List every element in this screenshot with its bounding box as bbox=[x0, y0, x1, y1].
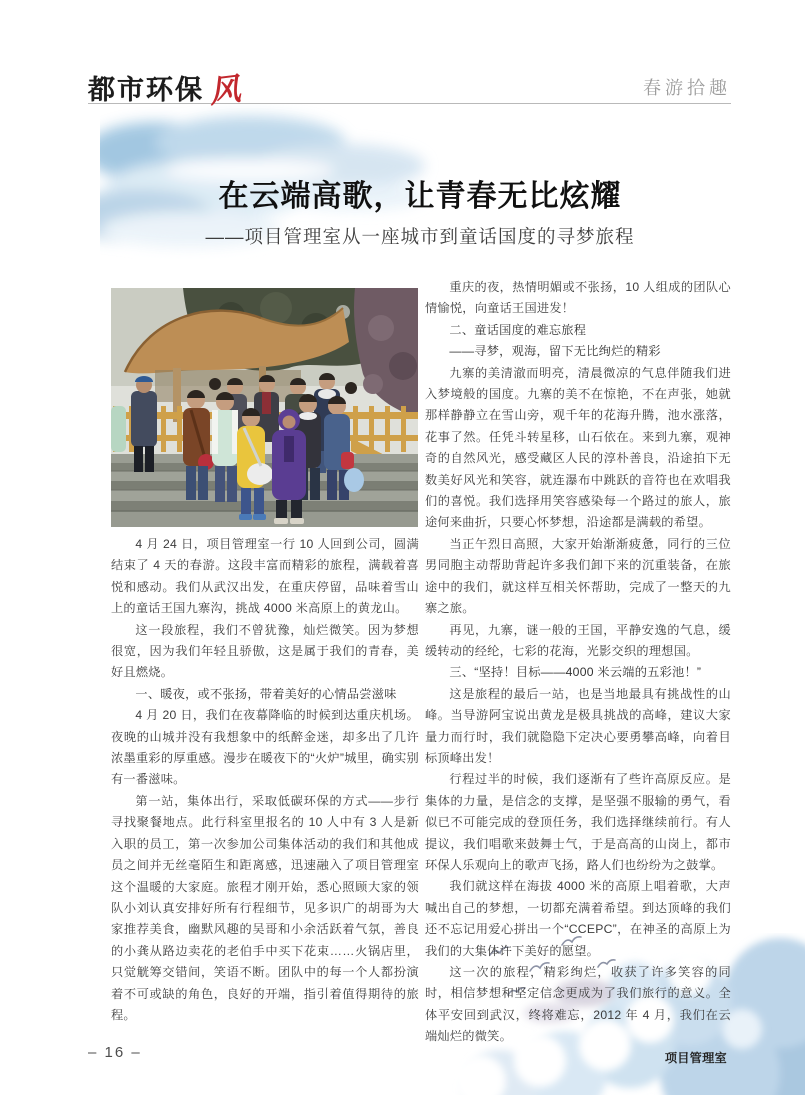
paragraph: 4 月 20 日，我们在夜幕降临的时候到达重庆机场。夜晚的山城并没有我想象中的纸醉金迷，却多出了几许浓墨重彩的厚重感。漫步在暖夜下的“火炉”城里，确实别有一番滋味。 bbox=[111, 708, 419, 787]
section-heading-3: 三、“坚持！目标——4000 米云端的五彩池！” bbox=[449, 665, 702, 680]
title-block bbox=[100, 178, 740, 249]
author-signature: 项目管理室 bbox=[664, 1050, 727, 1065]
section-label: 春游拾趣 bbox=[643, 78, 731, 98]
paragraph: 九寨的美清澈而明亮，清晨微凉的气息伴随我们进入梦境般的国度。九寨的美不在惊艳，不在声张，她就那样静静立在雪山旁，观千年的花海升腾，池水涨落，花事了然。任凭斗转星移，山石依在。来到九寨，观神奇的自然风光，感受藏区人民的淳朴善良，沿途拍下无数美好风光和笑容，就连瀑布中跳跃的音符也在欢唱我们的喜悦。我们选择用笑容感染每一个路过的旅人，旅途何来曲折，只要心怀梦想，沿途都是满载的希望。 bbox=[425, 365, 731, 530]
paragraph: 重庆的夜，热情明媚或不张扬，10 人组成的团队心情愉悦，向童话王国进发！ bbox=[425, 280, 731, 316]
paragraph: 这是旅程的最后一站，也是当地最具有挑战性的山峰。当导游阿宝说出黄龙是极具挑战的高峰，建议大家量力而行时，我们就隐隐下定决心要勇攀高峰，向着目标顶峰出发！ bbox=[425, 686, 731, 765]
section-heading-1: 一、暖夜，或不张扬，带着美好的心情品尝滋味 bbox=[135, 686, 397, 701]
paragraph: 再见，九寨，谜一般的王国，平静安逸的气息，缓缓转动的经纶，七彩的花海，光影交织的理想国。 bbox=[425, 622, 731, 658]
masthead-logo bbox=[88, 62, 243, 110]
page-number: – 16 – bbox=[88, 1044, 142, 1061]
section-heading-2-sub: ——寻梦，观海，留下无比绚烂的精彩 bbox=[449, 344, 661, 359]
photo-illustration bbox=[111, 288, 418, 527]
article-column-right bbox=[425, 277, 731, 1069]
group-photo bbox=[111, 288, 418, 527]
article-column-left bbox=[111, 534, 419, 1026]
section-heading-2: 二、童话国度的难忘旅程 bbox=[449, 322, 587, 337]
paragraph: 行程过半的时候，我们逐渐有了些许高原反应。是集体的力量，是信念的支撑，是坚强不服输的勇气，看似已不可能完成的登顶任务，我们选择继续前行。有人提议，我们唱歌来鼓舞士气，于是高高的山岗上，都市环保人乐观向上的歌声飞扬，路人们也纷纷为之鼓掌。 bbox=[425, 772, 731, 872]
paragraph: 我们就这样在海拔 4000 米的高原上唱着歌，大声喊出自己的梦想，一切都充满着希望。到达顶峰的我们还不忘记用爱心拼出一个“CCEPC”，在神圣的高原上为我们的大集体许下美好的愿望。 bbox=[425, 879, 731, 958]
article-title: 在云端高歌，让青春无比炫耀 bbox=[218, 180, 622, 213]
paragraph: 这一段旅程，我们不曾犹豫，灿烂微笑。因为梦想很宽，因为我们年轻且骄傲，这是属于我们的青春，美好且燃烧。 bbox=[111, 622, 419, 680]
logo-wind-glyph-icon: 风 bbox=[207, 71, 243, 110]
paragraph: 当正午烈日高照，大家开始渐渐疲惫，同行的三位男同胞主动帮助背起许多我们卸下来的沉重装备，在旅途中的我们，就这样互相关怀帮助，完成了一整天的九寨之旅。 bbox=[425, 536, 731, 616]
logo-text: 都市环保 bbox=[88, 75, 204, 105]
article-subtitle: ——项目管理室从一座城市到童话国度的寻梦旅程 bbox=[205, 225, 635, 247]
paragraph: 第一站，集体出行，采取低碳环保的方式——步行寻找聚餐地点。此行科室里报名的 10 人中有 3 人是新入职的员工，第一次参加公司集体活动的我们和其他成员之间并无丝毫陌生和距离感，迅速融入了项目管理室这个温暖的大家庭。旅程才刚开始，悉心照顾大家的领队小刘认真安排好所有行程细节，见多识广的胡哥为大家推荐美食，幽默风趣的吴哥和小余活跃着气氛，善良的小龚从路边卖花的老伯手中买下花束……火锅店里，只觉觥筹交错间，笑语不断。团队中的每一个人都扮演着不可或缺的角色，良好的开端，指引着值得期待的旅程。 bbox=[111, 793, 419, 1022]
paragraph: 4 月 24 日，项目管理室一行 10 人回到公司，圆满结束了 4 天的春游。这段丰富而精彩的旅程，满载着喜悦和感动。我们从武汉出发，在重庆停留，品味着雪山上的童话王国九寨沟，挑战 4000 米高原上的黄龙山。 bbox=[111, 537, 419, 616]
paragraph: 这一次的旅程，精彩绚烂，收获了许多笑容的同时，相信梦想和坚定信念更成为了我们旅行的意义。全体平安回到武汉，终将难忘，2012 年 4 月，我们在云端灿烂的微笑。 bbox=[425, 965, 731, 1044]
